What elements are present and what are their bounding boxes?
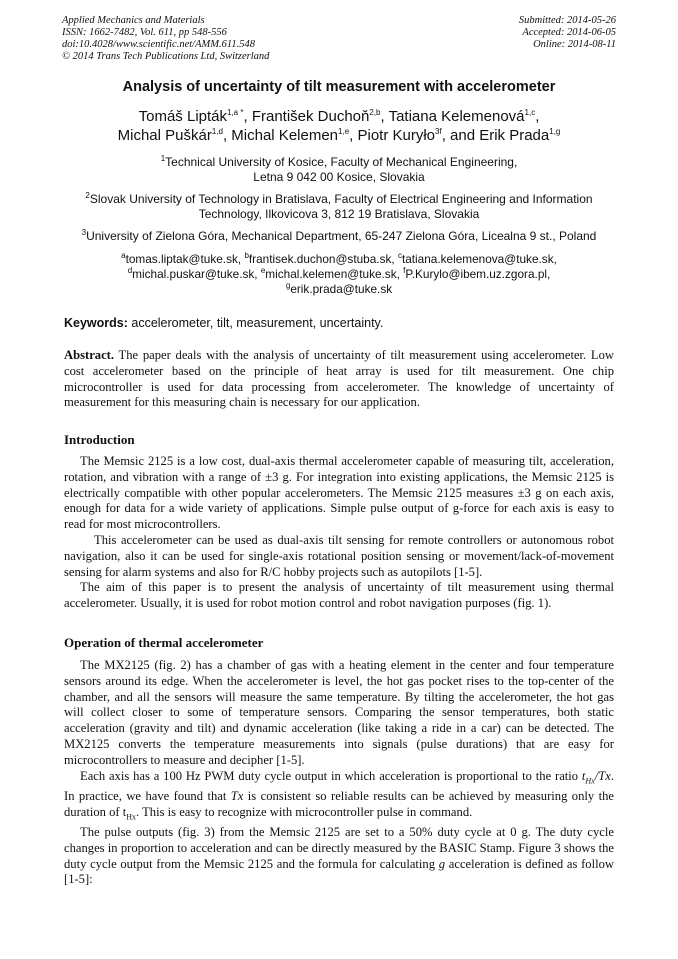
paragraph: The aim of this paper is to present the analysis of uncertainty of tilt measurement using thermal accelerometer. Usually, it is used for robot motion control and robot navigation purposes (fig. 1).	[64, 580, 614, 611]
author-affil: 1,e	[338, 127, 350, 136]
affiliation-1: $^1$Technical University of Kosice, Faculty of Mechanical Engineering, Letna 9 042 00 Kosice, Slovakia	[160, 154, 518, 184]
email-link[interactable]: erik.prada@tuke.sk	[290, 282, 393, 296]
journal-header	[62, 15, 269, 63]
abstract-label: Abstract.	[64, 348, 115, 362]
author-name: Tatiana Kelemenová	[388, 108, 525, 125]
section-heading-operation: Operation of thermal accelerometer	[64, 635, 264, 650]
author-list: Tomáš Lipták$^{1,a *}$, František Duchoň$^{2,b}$, Tatiana Kelemenová$^{1,c}$, Michal Puškár$^{1,d}$, Michal Kelemen$^{1,e}$, Piotr Kuryło$^{3f}$, and Erik Prada$^{1,g}$	[117, 108, 561, 144]
author-name: Michal Kelemen	[231, 127, 339, 144]
accepted-date: Accepted: 2014-06-05	[522, 27, 616, 38]
abstract-text: The paper deals with the analysis of uncertainty of tilt measurement using accelerometer. Low cost accelerometer based on the principle of heat array is used for tilt measurement. One chip microcontroller is used for data processing from accelerometer. The knowledge of uncertainty of measurement for this measuring chain is necessary for our application.	[64, 348, 614, 410]
author-name: Michal Puškár	[117, 127, 212, 144]
keywords-text: accelerometer, tilt, measurement, uncertainty.	[127, 316, 384, 330]
author-name: Tomáš Lipták	[138, 108, 227, 125]
introduction-body	[64, 454, 614, 612]
email-link[interactable]: tomas.liptak@tuke.sk,	[125, 252, 242, 266]
paragraph: Each axis has a 100 Hz PWM duty cycle output in which acceleration is proportional to the ratio $t_{Hx}/Tx$. In practice, we have found that Tx is consistent so reliable results can be achieved by measuring only the duration of $t_{Hx}$. This is easy to recognize with microcontroller pulse in command.	[64, 768, 614, 822]
keywords	[64, 316, 614, 332]
journal-copyright: © 2014 Trans Tech Publications Ltd, Switzerland	[62, 51, 270, 62]
affiliation-3: $^3$University of Zielona Góra, Mechanical Department, 65-247 Zielona Góra, Licealna 9 st., Poland	[81, 228, 597, 243]
email-link[interactable]: michal.kelemen@tuke.sk,	[265, 267, 400, 281]
section-heading-introduction: Introduction	[64, 432, 135, 447]
author-affil: 3f	[435, 127, 442, 136]
abstract	[64, 348, 614, 411]
paragraph: This accelerometer can be used as dual-axis tilt sensing for remote controllers or autonomous robot navigation, also it can be used for single-axis rotational position sensing or movement/lack-of-movement sensing for alarm systems and also for R/C hobby projects such as autopilots [1-5].	[64, 532, 614, 579]
email-link[interactable]: P.Kurylo@ibem.uz.zgora.pl,	[405, 267, 551, 281]
paragraph: The Memsic 2125 is a low cost, dual-axis thermal accelerometer capable of measuring tilt, acceleration, rotation, and vibration with a range of ±3 g. For integration into existing applications, the Memsic 2125 is electrically compatible with other popular accelerometers. The Memsic 2125 measures ±3 g on each axis, enough for data for a wide variety of applications. Simple pulse output of g-force for each axis is easy to read for most microcontrollers.	[64, 454, 614, 532]
paragraph: The pulse outputs (fig. 3) from the Memsic 2125 are set to a 50% duty cycle at 0 g. The duty cycle changes in proportion to acceleration and can be directly measured by the BASIC Stamp. Figure 3 shows the duty cycle output from the Memsic 2125 and the formula for calculating g acceleration is defined as follow [1-5]:	[64, 825, 614, 887]
author-affil: 1,d	[211, 127, 223, 136]
operation-body	[64, 658, 614, 888]
email-link[interactable]: tatiana.kelemenova@tuke.sk,	[401, 252, 557, 266]
author-name: Erik Prada	[479, 127, 550, 144]
author-affil: 1,g	[549, 127, 561, 136]
online-date: Online: 2014-08-11	[533, 39, 616, 50]
keywords-label: Keywords:	[64, 316, 128, 330]
author-affil: 1,c	[524, 108, 536, 117]
email-list: $^a$tomas.liptak@tuke.sk, $^b$frantisek.duchon@stuba.sk, $^c$tatiana.kelemenova@tuke.sk, $^d$michal.puskar@tuke.sk, $^e$michal.kelemen@tuke.sk, $^f$P.Kurylo@ibem.uz.zgora.pl, $^g$erik.prada@tuke.sk	[121, 251, 557, 296]
email-link[interactable]: frantisek.duchon@stuba.sk,	[248, 252, 395, 266]
email-link[interactable]: michal.puskar@tuke.sk,	[132, 267, 258, 281]
journal-name: Applied Mechanics and Materials	[62, 15, 205, 26]
affiliation-2: $^2$Slovak University of Technology in Bratislava, Faculty of Electrical Engineering and Information Technology, Ilkovicova 3, 812 19 Bratislava, Slovakia	[85, 191, 593, 221]
submitted-date: Submitted: 2014-05-26	[518, 15, 616, 26]
paper-title: Analysis of uncertainty of tilt measurement with accelerometer	[122, 79, 556, 95]
author-affil: 2,b	[369, 108, 381, 117]
author-name: Piotr Kuryło	[357, 127, 436, 144]
paragraph: The MX2125 (fig. 2) has a chamber of gas with a heating element in the center and four temperature sensors around its edge. When the accelerometer is level, the hot gas pocket rises to the top-center of the chamber, and all the sensors will measure the same temperature. By tilting the accelerometer, the hot gas will collect closer to some of temperature sensors. Comparing the sensor temperatures, both static acceleration (gravity and tilt) and dynamic acceleration (like taking a ride in a car) can be detected. The MX2125 converts the temperature measurements into signals (pulse durations) that are easy for microcontrollers to measure and decipher [1-5].	[64, 658, 614, 767]
journal-doi: doi:10.4028/www.scientific.net/AMM.611.548	[62, 39, 255, 50]
author-name: František Duchoň	[251, 108, 370, 125]
author-affil: 1,a *	[227, 108, 244, 117]
dates-header	[519, 15, 616, 51]
journal-issn: ISSN: 1662-7482, Vol. 611, pp 548-556	[62, 27, 227, 38]
